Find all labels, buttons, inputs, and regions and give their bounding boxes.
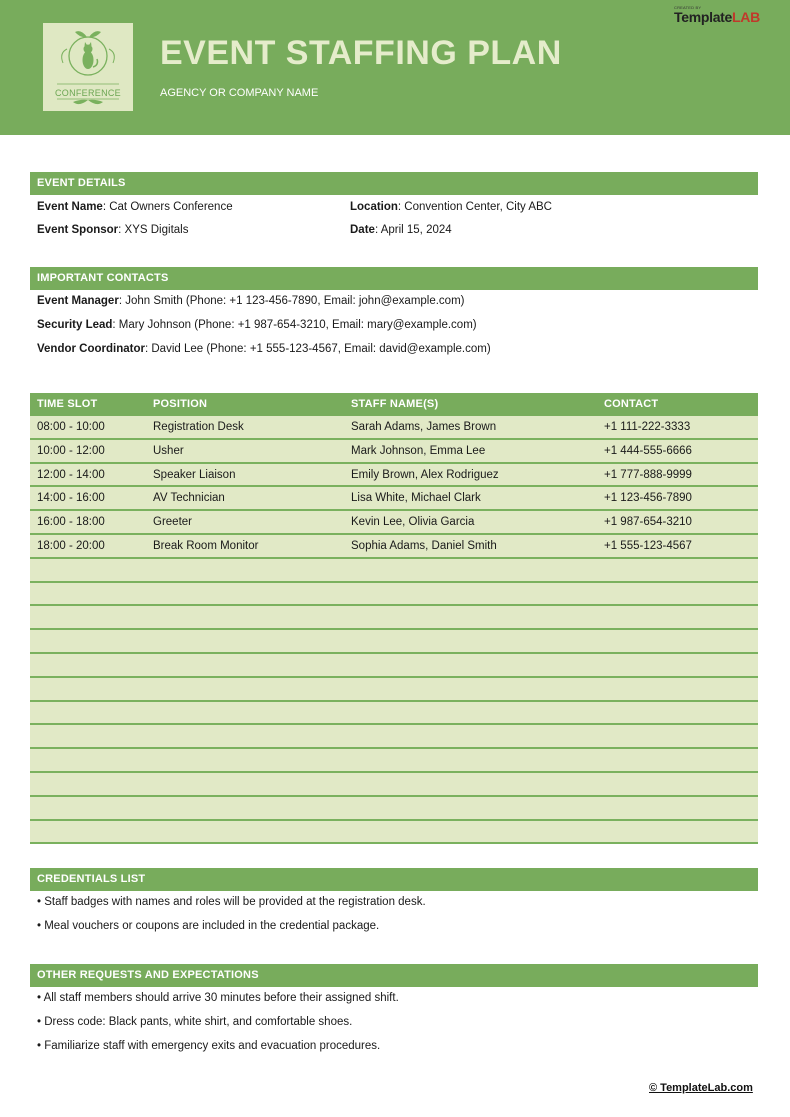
position-cell: Speaker Liaison — [153, 468, 236, 481]
table-row — [30, 606, 758, 630]
contact-cell: +1 987-654-3210 — [604, 516, 692, 529]
credentials-heading: CREDENTIALS LIST — [30, 868, 758, 891]
schedule-table-body — [30, 416, 758, 844]
other-requests-heading: OTHER REQUESTS AND EXPECTATIONS — [30, 964, 758, 987]
staff-names-cell: Emily Brown, Alex Rodriguez — [351, 468, 499, 481]
contact-line — [37, 295, 465, 307]
templatelab-brand — [674, 5, 774, 25]
contact-label: Vendor Coordinator — [37, 343, 145, 355]
staff-names-cell: Sarah Adams, James Brown — [351, 421, 497, 433]
contact-value: : John Smith (Phone: +1 123-456-7890, Email: john@example.com) — [118, 295, 465, 307]
contact-cell: +1 123-456-7890 — [604, 492, 692, 505]
table-row — [30, 654, 758, 678]
brand-name-lab: LAB — [732, 9, 760, 25]
position-cell: Usher — [153, 444, 184, 457]
time-slot-cell: 18:00 - 20:00 — [37, 539, 105, 552]
conference-logo — [43, 23, 133, 111]
contact-cell: +1 555-123-4567 — [604, 539, 692, 552]
table-row — [30, 440, 758, 464]
contact-line — [37, 343, 491, 355]
event-sponsor-label: Event Sponsor — [37, 224, 119, 236]
event-sponsor-line — [37, 224, 188, 236]
column-header-contact: CONTACT — [604, 398, 659, 410]
position-cell: Break Room Monitor — [153, 539, 259, 552]
page-header — [0, 0, 790, 135]
contact-cell: +1 111-222-3333 — [604, 421, 691, 433]
position-cell: Greeter — [153, 516, 192, 529]
event-name-value: : Cat Owners Conference — [102, 201, 233, 213]
table-row — [30, 535, 758, 559]
request-item: • All staff members should arrive 30 minutes before their assigned shift. — [37, 992, 399, 1004]
credential-item: • Staff badges with names and roles will be provided at the registration desk. — [37, 896, 426, 908]
position-cell: AV Technician — [153, 492, 225, 505]
staff-names-cell: Sophia Adams, Daniel Smith — [351, 539, 497, 552]
table-row — [30, 464, 758, 488]
event-name-line — [37, 201, 233, 213]
table-row — [30, 583, 758, 607]
time-slot-cell: 14:00 - 16:00 — [37, 492, 105, 505]
table-row — [30, 749, 758, 773]
table-row — [30, 511, 758, 535]
staff-names-cell: Lisa White, Michael Clark — [351, 492, 481, 505]
date-line — [350, 224, 452, 236]
table-row — [30, 773, 758, 797]
staff-names-cell: Kevin Lee, Olivia Garcia — [351, 516, 475, 529]
brand-name-template: Template — [674, 9, 733, 25]
event-sponsor-value: : XYS Digitals — [118, 224, 189, 236]
time-slot-cell: 12:00 - 14:00 — [37, 468, 105, 481]
column-header-time-slot: TIME SLOT — [37, 398, 98, 410]
date-label: Date — [350, 224, 375, 236]
table-row — [30, 702, 758, 726]
page-title: EVENT STAFFING PLAN — [160, 34, 562, 72]
event-name-label: Event Name — [37, 201, 103, 213]
location-line — [350, 201, 552, 213]
event-details-heading: EVENT DETAILS — [30, 172, 758, 195]
brand-name — [674, 9, 760, 25]
schedule-table-header — [30, 393, 758, 416]
table-row — [30, 487, 758, 511]
table-row — [30, 559, 758, 583]
time-slot-cell: 10:00 - 12:00 — [37, 444, 105, 457]
table-row — [30, 797, 758, 821]
contact-value: : David Lee (Phone: +1 555-123-4567, Email: david@example.com) — [144, 343, 491, 355]
column-header-staff-names: STAFF NAME(S) — [351, 398, 439, 410]
brand-caption: CREATED BY — [674, 5, 702, 10]
important-contacts-heading: IMPORTANT CONTACTS — [30, 267, 758, 290]
table-row — [30, 725, 758, 749]
contact-line — [37, 319, 477, 331]
contact-label: Event Manager — [37, 295, 119, 307]
credential-item: • Meal vouchers or coupons are included in the credential package. — [37, 920, 380, 932]
column-header-position: POSITION — [153, 398, 208, 410]
table-row — [30, 821, 758, 845]
time-slot-cell: 08:00 - 10:00 — [37, 421, 105, 433]
position-cell: Registration Desk — [153, 421, 244, 433]
table-row — [30, 416, 758, 440]
contact-cell: +1 444-555-6666 — [604, 444, 692, 457]
location-label: Location — [350, 201, 398, 213]
agency-name: AGENCY OR COMPANY NAME — [160, 87, 319, 99]
staff-names-cell: Mark Johnson, Emma Lee — [351, 444, 486, 457]
table-row — [30, 630, 758, 654]
location-value: : Convention Center, City ABC — [397, 201, 552, 213]
contact-label: Security Lead — [37, 319, 113, 331]
date-value: : April 15, 2024 — [374, 224, 452, 236]
logo-text: CONFERENCE — [54, 88, 121, 98]
request-item: • Familiarize staff with emergency exits and evacuation procedures. — [37, 1040, 381, 1052]
templatelab-link[interactable]: © TemplateLab.com — [649, 1082, 753, 1094]
table-row — [30, 678, 758, 702]
request-item: • Dress code: Black pants, white shirt, and comfortable shoes. — [37, 1016, 353, 1028]
contact-cell: +1 777-888-9999 — [604, 468, 692, 481]
contact-value: : Mary Johnson (Phone: +1 987-654-3210, Email: mary@example.com) — [112, 319, 477, 331]
time-slot-cell: 16:00 - 18:00 — [37, 516, 105, 529]
